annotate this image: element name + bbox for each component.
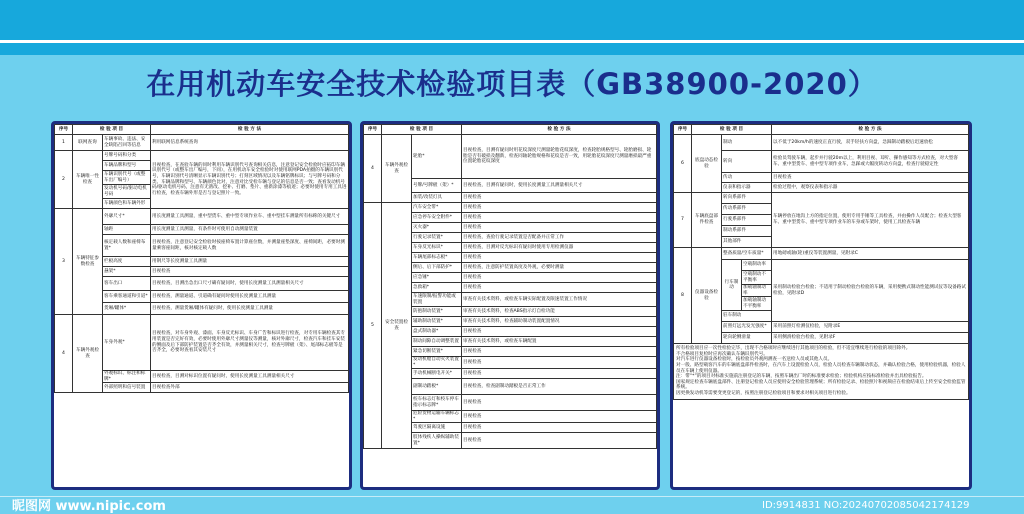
row-name: 车辆外观检查 [382, 135, 412, 203]
note-line: 因更换发动机等需要变更登记的，按照注册登记检验项目和要求对相关项目进行检验。 [676, 390, 851, 396]
header-item: 检 验 项 目 [73, 125, 151, 135]
row-sub: 仪表和指示器 [722, 183, 772, 193]
row-method: 目视检查 [462, 369, 657, 379]
header-item: 检 验 项 目 [382, 125, 462, 135]
row-sub: 车辆尾部标志板* [412, 253, 462, 263]
watermark-logo: 昵图网 www.nipic.com [12, 499, 166, 514]
row-method: 目视检查 [151, 267, 349, 277]
row-sub: 行车制动 [722, 260, 742, 311]
row-method: 目视检查 [462, 411, 657, 423]
table-panel-2 [360, 121, 660, 490]
row-sub: 校车标志灯和校车停车指示标志牌* [412, 395, 462, 411]
row-sub: 核定载人数和座椅布置* [103, 235, 151, 257]
row-sub: 车身外观* [103, 315, 151, 371]
row-sub: 应急锤* [412, 273, 462, 283]
row-no: 4 [364, 135, 382, 203]
row-sub: 辅助制动装置* [412, 317, 462, 327]
row-sub: 外观标识、标注和标牌* [103, 371, 151, 383]
row-sub: 其他部件 [722, 237, 772, 248]
top-band-line [0, 40, 1024, 43]
row-method: 审查有关技术资料，检查辅助制动装置配置情况 [462, 317, 657, 327]
row-sub: 危险货物运输车辆标志* [412, 411, 462, 423]
row-sub: 制动间隙自动调整装置 [412, 337, 462, 347]
header-method: 检 验 方 法 [772, 125, 969, 135]
header-no: 序号 [55, 125, 73, 135]
row-sub: 侧后、后下部防护* [412, 263, 462, 273]
row-method: 目视检查 [462, 433, 657, 449]
row-method: 目视检查，目测对标识位置有疑问时，使用长度测量工具测量相关尺寸 [151, 371, 349, 383]
row-method: 采用侧滑检验台检验，见附录F [772, 333, 969, 344]
row-sub: 紧急切断装置* [412, 347, 462, 357]
row-sub: 肢体残疾人操纵辅助装置* [412, 433, 462, 449]
row-sub: 号牌号码和分类 [103, 151, 151, 161]
row-sub: 加载轴制动不平衡率 [742, 297, 772, 311]
row-no: 7 [674, 193, 692, 248]
row-method: 检验员驾驶车辆，起步并行驶20m以上，利用目视、耳听、操作感知等方式检查，对大型客车、重中型货车、重中型专项作业车，急踩或大幅度转动方向盘，检查行驶稳定性 [772, 151, 969, 173]
row-method: 车辆停放在地沟上方的指定位置，使用专用手锤等工具检查，并由操作人员配合；检查大型客车、重中型货车、重中型专项作业车的车身或车架时，使用工具检查车辆 [772, 193, 969, 248]
row-sub: 号牌/号牌板（架）* [412, 179, 462, 193]
row-method: 目视检查 [462, 423, 657, 433]
inspection-table-2 [363, 124, 657, 449]
row-method: 目视检查 [462, 327, 657, 337]
row-method: 审查有关技术资料，或检查车辆实际配置及限速装置工作情况 [462, 293, 657, 307]
row-sub: 空载制动不平衡率 [742, 271, 772, 285]
row-sub: 汽车安全带* [412, 203, 462, 213]
note-line: 对汽车进行仪器设备检验时，按检验员外观两测查一名送检人员或其他人员。 [676, 357, 833, 363]
row-sub: 行驶系部件 [722, 215, 772, 226]
row-sub: 行驶记录装置* [412, 233, 462, 243]
row-sub: 应急停车安全附件* [412, 213, 462, 223]
note-line: 所有检验项目应一次性检验完毕，出现不合格项时应继续进行其他项目的检验，但不适宜继续进行检验的项目除外。 [676, 346, 911, 352]
header-item: 检 验 项 目 [692, 125, 772, 135]
row-sub: 防抱制动装置* [412, 307, 462, 317]
row-sub: 发动机舱自动灭火装置* [412, 357, 462, 369]
row-sub: 发动机号码/驱动电机号码 [103, 185, 151, 199]
row-no: 5 [364, 203, 382, 449]
row-method: 检验过程中，观察仪表和指示器 [772, 183, 969, 193]
row-method: 目视检查，注意防护装置高度及外观，必要时测量 [462, 263, 657, 273]
row-sub: 转向 [722, 151, 772, 173]
row-method: 目视检查 [462, 223, 657, 233]
row-sub: 转向系部件 [722, 193, 772, 204]
row-method: 目视检查 [462, 273, 657, 283]
row-method: 目视检查 [772, 173, 969, 183]
inspection-table-3 [673, 124, 969, 400]
row-sub: 制动 [722, 135, 772, 151]
row-method: 以不低于20km/h的速度正直行驶，双手轻扶方向盘，急踩制动踏板后迅速放松 [772, 135, 969, 151]
row-method: 目视检查，测量货厢/罐体有疑问时，使用长度测量工具测量 [151, 303, 349, 315]
row-sub: 前照灯远光发光强度* [722, 322, 772, 333]
row-method: 采用前照灯检测仪检验，见附录E [772, 322, 969, 333]
row-name: 车辆特征参数检查 [73, 209, 103, 315]
row-sub: 盘式制动器* [412, 327, 462, 337]
row-name: 车辆外观检查 [73, 315, 103, 393]
row-no: 6 [674, 135, 692, 193]
row-name: 车辆唯一性检查 [73, 151, 103, 209]
row-method: 目视检查 [462, 283, 657, 293]
row-sub: 悬架* [103, 267, 151, 277]
row-name: 底盘动态检验 [692, 135, 722, 193]
notes-cell [674, 344, 969, 399]
row-sub: 客车出口 [103, 277, 151, 291]
row-sub: 制动系部件 [722, 226, 772, 237]
row-method: 采用制动检验台检验；不适用于制动检验台检验的车辆，采用便携式制动性能测试仪等设备路试检验，见附录D [772, 260, 969, 322]
row-sub: 车身反光标识* [412, 243, 462, 253]
row-sub: 车辆识别代号（或整车出厂编号） [103, 171, 151, 185]
row-method: 利用联网信息系统查询 [151, 135, 349, 151]
row-sub: 加装/改装灯具 [412, 193, 462, 203]
row-sub: 外部照明和信号装置 [103, 383, 151, 393]
watermark-id: ID:9914831 NO:20240702085042174129 [762, 500, 970, 511]
row-method: 目视检查外部 [151, 383, 349, 393]
header-no: 序号 [364, 125, 382, 135]
row-sub: 车辆品牌和型号 [103, 161, 151, 171]
row-method: 目视检查，检查副制动踏板是否正常工作 [462, 379, 657, 395]
row-sub: 轴距 [103, 225, 151, 235]
row-sub: 栏板高度 [103, 257, 151, 267]
row-sub: 灭火器* [412, 223, 462, 233]
row-sub: 手动机械断电开关* [412, 369, 462, 379]
note-line: 不合格项目复检时应再次确认车辆识别代号。 [676, 351, 768, 357]
note-line: 对一般、路型载客汽车的车辆底盘部件检查时，在汽车上设置检验人员，检验人员检查车辆制动状态，并确认检验合格，使用检验机器，检验人员在车辆上使用仪器。 [676, 362, 966, 374]
row-method: 目视检查，查验行驶记录装置是否配备并正常工作 [462, 233, 657, 243]
top-band [0, 0, 1024, 55]
note-line: 注：带“*”的项目对标准实施前注册登记的车辆，按照车辆出厂时的标准要求检验；检验机构应按标准检验并出具检验报告。 [676, 374, 927, 380]
row-method: 目视检查 [462, 253, 657, 263]
row-method: 目视检查，测量通道、引道确有疑问时使用长度测量工具测量 [151, 291, 349, 303]
table-panel-1 [51, 121, 352, 490]
row-sub: 货厢/罐体* [103, 303, 151, 315]
row-name: 车辆底盘部件检查 [692, 193, 722, 248]
row-sub: 驻车制动 [722, 311, 772, 322]
row-sub: 传动 [722, 173, 772, 183]
row-method: 用长度测量工具测量，重中型货车、重中型专项作业车、重中型挂车测量所有标称的关键尺寸 [151, 209, 349, 225]
row-sub: 车速限制/报警功能或装置 [412, 293, 462, 307]
row-method: 目视检查 [462, 347, 657, 357]
row-sub: 传动系部件 [722, 204, 772, 215]
row-method: 目视检查，目测出急出口尺寸确有疑问时，使用长度测量工具测量相关尺寸 [151, 277, 349, 291]
row-no: 4 [55, 315, 73, 393]
row-method: 目视检查 [462, 203, 657, 213]
row-method: 目视检查，对车身外观、漆面、车身反光标识、车身广告和标识进行检查，对专用车辆检查其专用装置是否完好有效，必要时使用外廓尺寸测量仪等测量，核对外廓尺寸，检查汽车和挂车安装的侧面及后下部防护装置是否齐全有效，并测量相关尺寸，检查号牌板（架）、尾部标志板等是否齐全，必要时查看其安装尺寸 [151, 315, 349, 371]
row-sub: 驾驶区隔离设施 [412, 423, 462, 433]
row-method: 目视检查 [462, 357, 657, 369]
header-no: 序号 [674, 125, 692, 135]
row-sub: 副制动踏板* [412, 379, 462, 395]
row-sub: 加载轴制动率 [742, 285, 772, 297]
row-method: 目视检查，目测有疑问时用花纹深度尺测量轮胎花纹深度，检查轮胎规格型号、轮胎磨损、轮胎是否有破损及翻新，检查同轴轮胎规格和花纹是否一致，用轮胎花纹深度尺测量磨损最严重位置轮胎花纹深度 [462, 135, 657, 179]
row-method: 用长度测量工具测量，有条件时可使用自动测量装置 [151, 225, 349, 235]
row-method: 用地磅或轴(轮)重仪等装置测量，见附录C [772, 248, 969, 260]
row-name: 安全装置检查 [382, 203, 412, 449]
header-method: 检 验 方 法 [462, 125, 657, 135]
row-method: 目视检查 [462, 213, 657, 223]
row-sub: 轮胎* [412, 135, 462, 179]
row-method: 目视检查，目测对反光标识有疑问时使用专用检测仪器 [462, 243, 657, 253]
row-method: 目视检查，注意登记安全检验时按座椅布置计算座位数，并测量座垫深度、座椅间距，必要时测量乘客座间距，核对核定载人数 [151, 235, 349, 257]
header-method: 检 验 方 法 [151, 125, 349, 135]
row-no: 8 [674, 248, 692, 344]
row-no: 2 [55, 151, 73, 209]
row-method: 用钢尺等长度测量工具测量 [151, 257, 349, 267]
row-no: 3 [55, 209, 73, 315]
row-sub: 车辆事故、违法、安全缺陷召回等信息 [103, 135, 151, 151]
row-sub: 客车乘客通道和引道* [103, 291, 151, 303]
row-method: 目视检查 [462, 395, 657, 411]
row-no: 1 [55, 135, 73, 151]
row-sub: 空载制动率 [742, 260, 772, 271]
row-method: 目视检查，在查验车辆的同时利用车辆识别代号查询相关信息，注意登记安全检验时应拓印车辆识别代号（或整车出厂编号，下同），在用机动车安全检验时对使用联网PDA拍摄的车辆识别代号，车辆识别代号清晰显示车辆识别代号；打刻区域情况以及车辆铭牌标识；与号牌号码和分类、车辆品牌和型号、车辆颜色比对，注意对比受检车辆与登记的信息是否一致；查看发动机号码/驱动电机号码，注意有无凿改、挖补、打磨、垫片、重新涂漆等痕迹；必要时使用专用工具进行检查，检查车辆外形是否与登记照片一致。 [151, 151, 349, 209]
row-sub: 外廓尺寸* [103, 209, 151, 225]
row-name: 仪器设备检验 [692, 248, 722, 344]
row-method: 目视检查，目测有疑问时，使用长度测量工具测量相关尺寸 [462, 179, 657, 193]
row-sub: 整备质量/空车质量* [722, 248, 772, 260]
row-method: 审查有关技术资料，检查ABS指示灯自检功能 [462, 307, 657, 317]
inspection-table-1 [54, 124, 349, 393]
row-sub: 轮向轮侧滑量 [722, 333, 772, 344]
row-method: 目视检查 [462, 193, 657, 203]
row-name: 联网查询 [73, 135, 103, 151]
table-panel-3 [670, 121, 972, 490]
page-title: 在用机动车安全技术检验项目表（GB38900-2020） [146, 67, 878, 101]
note-line: 国家规定检查车辆底盘部件、注册登记检验人员应使用安全检验管理系统；所有检验记录、检验照片和视频应在检验结束后上传至安全检验监管系统。 [676, 379, 966, 391]
row-method: 审查有关技术资料，或检查车辆配置 [462, 337, 657, 347]
row-sub: 车辆颜色和车辆外形 [103, 199, 151, 209]
row-sub: 急救箱* [412, 283, 462, 293]
